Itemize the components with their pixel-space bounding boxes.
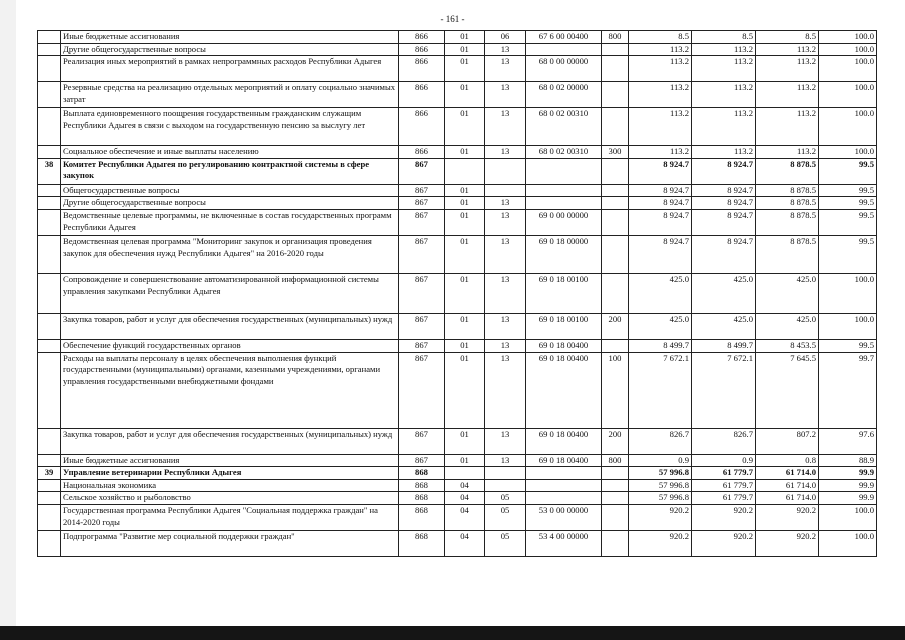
row-ved-code: 867 — [399, 209, 445, 235]
row-value-2: 7 672.1 — [692, 352, 756, 428]
row-ved-code: 866 — [399, 31, 445, 44]
row-percent: 99.5 — [819, 197, 877, 210]
table-row — [38, 146, 877, 159]
row-number — [38, 146, 61, 159]
row-ved-code: 868 — [399, 492, 445, 505]
row-section-code: 01 — [445, 273, 485, 313]
row-name: Выплата единовременного поощрения государственным гражданским служащим Республики Адыгея в связи с выходом на государственную пенсию за выслугу лет — [61, 108, 399, 146]
row-value-3: 8 878.5 — [756, 197, 819, 210]
row-expense-type — [602, 82, 629, 108]
row-section-code: 01 — [445, 209, 485, 235]
row-subsection-code: 13 — [485, 146, 526, 159]
row-expense-type — [602, 467, 629, 480]
row-percent: 100.0 — [819, 313, 877, 339]
row-value-2: 8 924.7 — [692, 197, 756, 210]
row-value-1: 425.0 — [629, 273, 692, 313]
row-percent: 99.5 — [819, 209, 877, 235]
row-value-2: 8 924.7 — [692, 209, 756, 235]
table-row — [38, 56, 877, 82]
row-name: Закупка товаров, работ и услуг для обеспечения государственных (муниципальных) нужд — [61, 313, 399, 339]
row-name: Общегосударственные вопросы — [61, 184, 399, 197]
row-ved-code: 868 — [399, 530, 445, 556]
row-section-code: 01 — [445, 197, 485, 210]
row-target-article: 69 0 18 00100 — [526, 273, 602, 313]
row-number — [38, 492, 61, 505]
row-name: Закупка товаров, работ и услуг для обеспечения государственных (муниципальных) нужд — [61, 428, 399, 454]
row-target-article — [526, 184, 602, 197]
table-row — [38, 108, 877, 146]
row-value-3: 425.0 — [756, 273, 819, 313]
row-ved-code: 868 — [399, 504, 445, 530]
row-ved-code: 866 — [399, 43, 445, 56]
row-ved-code: 867 — [399, 235, 445, 273]
row-value-2: 8 924.7 — [692, 158, 756, 184]
row-target-article: 68 0 00 00000 — [526, 56, 602, 82]
row-subsection-code — [485, 479, 526, 492]
row-value-1: 113.2 — [629, 108, 692, 146]
row-ved-code: 867 — [399, 273, 445, 313]
row-value-1: 113.2 — [629, 43, 692, 56]
row-subsection-code: 05 — [485, 504, 526, 530]
budget-table — [37, 30, 877, 557]
row-number — [38, 479, 61, 492]
row-value-3: 61 714.0 — [756, 492, 819, 505]
row-percent: 99.5 — [819, 339, 877, 352]
row-name: Другие общегосударственные вопросы — [61, 197, 399, 210]
row-subsection-code: 13 — [485, 197, 526, 210]
row-name: Национальная экономика — [61, 479, 399, 492]
row-name: Обеспечение функций государственных органов — [61, 339, 399, 352]
row-value-1: 0.9 — [629, 454, 692, 467]
row-expense-type: 100 — [602, 352, 629, 428]
row-value-1: 425.0 — [629, 313, 692, 339]
row-subsection-code: 13 — [485, 273, 526, 313]
row-number: 39 — [38, 467, 61, 480]
row-expense-type — [602, 158, 629, 184]
row-subsection-code: 13 — [485, 454, 526, 467]
row-name: Ведомственные целевые программы, не включенные в состав государственных программ Республики Адыгея — [61, 209, 399, 235]
row-ved-code: 867 — [399, 197, 445, 210]
row-percent: 97.6 — [819, 428, 877, 454]
row-target-article — [526, 479, 602, 492]
scan-bottom-bar — [0, 626, 905, 640]
row-number — [38, 273, 61, 313]
row-value-3: 8 878.5 — [756, 184, 819, 197]
row-value-2: 8 499.7 — [692, 339, 756, 352]
row-value-2: 61 779.7 — [692, 479, 756, 492]
row-subsection-code: 05 — [485, 492, 526, 505]
row-value-1: 8 924.7 — [629, 209, 692, 235]
row-expense-type — [602, 235, 629, 273]
row-expense-type — [602, 492, 629, 505]
row-value-2: 113.2 — [692, 146, 756, 159]
row-ved-code: 866 — [399, 146, 445, 159]
row-section-code: 01 — [445, 146, 485, 159]
row-value-1: 57 996.8 — [629, 492, 692, 505]
row-value-3: 61 714.0 — [756, 467, 819, 480]
row-target-article: 69 0 18 00000 — [526, 235, 602, 273]
row-section-code: 01 — [445, 56, 485, 82]
row-value-3: 8 878.5 — [756, 209, 819, 235]
row-value-2: 0.9 — [692, 454, 756, 467]
row-section-code: 04 — [445, 530, 485, 556]
row-number — [38, 352, 61, 428]
row-section-code: 01 — [445, 454, 485, 467]
row-percent: 100.0 — [819, 31, 877, 44]
table-row — [38, 82, 877, 108]
row-target-article: 68 0 02 00310 — [526, 108, 602, 146]
row-number — [38, 504, 61, 530]
row-expense-type — [602, 108, 629, 146]
row-value-2: 8 924.7 — [692, 235, 756, 273]
table-row — [38, 467, 877, 480]
row-section-code — [445, 467, 485, 480]
row-value-3: 61 714.0 — [756, 479, 819, 492]
row-target-article: 69 0 00 00000 — [526, 209, 602, 235]
row-ved-code: 868 — [399, 479, 445, 492]
row-subsection-code: 13 — [485, 43, 526, 56]
table-row — [38, 158, 877, 184]
row-percent: 99.9 — [819, 467, 877, 480]
row-percent: 100.0 — [819, 530, 877, 556]
row-name: Государственная программа Республики Адыгея "Социальная поддержка граждан" на 2014-2020 годы — [61, 504, 399, 530]
row-number — [38, 530, 61, 556]
row-number — [38, 31, 61, 44]
row-target-article: 69 0 18 00400 — [526, 352, 602, 428]
row-expense-type — [602, 197, 629, 210]
row-target-article: 68 0 02 00310 — [526, 146, 602, 159]
row-expense-type — [602, 339, 629, 352]
row-subsection-code — [485, 467, 526, 480]
row-name: Иные бюджетные ассигнования — [61, 31, 399, 44]
row-value-1: 113.2 — [629, 82, 692, 108]
row-percent: 100.0 — [819, 146, 877, 159]
row-value-3: 113.2 — [756, 82, 819, 108]
row-number — [38, 454, 61, 467]
row-ved-code: 867 — [399, 339, 445, 352]
row-value-1: 826.7 — [629, 428, 692, 454]
row-ved-code: 867 — [399, 352, 445, 428]
table-row — [38, 492, 877, 505]
table-row — [38, 209, 877, 235]
row-expense-type: 800 — [602, 454, 629, 467]
row-ved-code: 868 — [399, 467, 445, 480]
row-target-article: 53 4 00 00000 — [526, 530, 602, 556]
row-expense-type: 300 — [602, 146, 629, 159]
row-number — [38, 209, 61, 235]
row-name: Комитет Республики Адыгея по регулированию контрактной системы в сфере закупок — [61, 158, 399, 184]
row-target-article — [526, 43, 602, 56]
row-target-article — [526, 197, 602, 210]
row-value-1: 8 499.7 — [629, 339, 692, 352]
row-subsection-code: 13 — [485, 428, 526, 454]
row-section-code: 01 — [445, 428, 485, 454]
row-expense-type — [602, 479, 629, 492]
row-name: Другие общегосударственные вопросы — [61, 43, 399, 56]
row-name: Реализация иных мероприятий в рамках непрограммных расходов Республики Адыгея — [61, 56, 399, 82]
row-percent: 99.7 — [819, 352, 877, 428]
row-ved-code: 867 — [399, 313, 445, 339]
row-target-article — [526, 467, 602, 480]
row-value-1: 920.2 — [629, 504, 692, 530]
row-section-code: 01 — [445, 352, 485, 428]
row-subsection-code: 13 — [485, 352, 526, 428]
row-number — [38, 43, 61, 56]
row-percent: 99.9 — [819, 479, 877, 492]
row-subsection-code — [485, 184, 526, 197]
table-row — [38, 352, 877, 428]
row-expense-type — [602, 530, 629, 556]
table-row — [38, 313, 877, 339]
row-name: Иные бюджетные ассигнования — [61, 454, 399, 467]
row-value-2: 113.2 — [692, 56, 756, 82]
row-value-2: 8.5 — [692, 31, 756, 44]
row-subsection-code — [485, 158, 526, 184]
row-section-code: 01 — [445, 235, 485, 273]
row-value-2: 8 924.7 — [692, 184, 756, 197]
row-subsection-code: 13 — [485, 108, 526, 146]
row-ved-code: 866 — [399, 108, 445, 146]
table-row — [38, 31, 877, 44]
row-percent: 88.9 — [819, 454, 877, 467]
row-subsection-code: 13 — [485, 235, 526, 273]
row-number — [38, 56, 61, 82]
row-expense-type — [602, 504, 629, 530]
row-name: Социальное обеспечение и иные выплаты населению — [61, 146, 399, 159]
row-expense-type — [602, 209, 629, 235]
row-number — [38, 197, 61, 210]
row-value-2: 113.2 — [692, 108, 756, 146]
row-expense-type: 800 — [602, 31, 629, 44]
row-value-3: 920.2 — [756, 530, 819, 556]
row-expense-type — [602, 56, 629, 82]
row-value-1: 8 924.7 — [629, 184, 692, 197]
row-percent: 100.0 — [819, 504, 877, 530]
row-target-article: 67 6 00 00400 — [526, 31, 602, 44]
scan-left-edge — [0, 0, 16, 640]
table-row — [38, 184, 877, 197]
row-expense-type — [602, 273, 629, 313]
table-row — [38, 428, 877, 454]
row-name: Сопровождение и совершенствование автоматизированной информационной системы управления закупками Республики Адыгея — [61, 273, 399, 313]
row-target-article: 69 0 18 00100 — [526, 313, 602, 339]
row-value-3: 8.5 — [756, 31, 819, 44]
row-value-3: 920.2 — [756, 504, 819, 530]
row-name: Резервные средства на реализацию отдельных мероприятий и оплату социально значимых затрат — [61, 82, 399, 108]
table-row — [38, 530, 877, 556]
row-value-3: 113.2 — [756, 146, 819, 159]
row-number — [38, 108, 61, 146]
row-section-code: 01 — [445, 82, 485, 108]
row-percent: 100.0 — [819, 82, 877, 108]
row-section-code — [445, 158, 485, 184]
row-subsection-code: 13 — [485, 339, 526, 352]
table-row — [38, 235, 877, 273]
row-value-1: 8 924.7 — [629, 197, 692, 210]
row-value-3: 807.2 — [756, 428, 819, 454]
row-value-1: 57 996.8 — [629, 479, 692, 492]
row-value-3: 8 453.5 — [756, 339, 819, 352]
row-name: Подпрограмма "Развитие мер социальной поддержки граждан" — [61, 530, 399, 556]
table-row — [38, 479, 877, 492]
row-value-2: 61 779.7 — [692, 467, 756, 480]
row-value-3: 7 645.5 — [756, 352, 819, 428]
row-value-1: 57 996.8 — [629, 467, 692, 480]
row-value-3: 113.2 — [756, 108, 819, 146]
row-percent: 99.5 — [819, 158, 877, 184]
page-number: - 161 - — [440, 14, 465, 24]
row-target-article: 68 0 02 00000 — [526, 82, 602, 108]
row-expense-type: 200 — [602, 428, 629, 454]
row-name: Расходы на выплаты персоналу в целях обеспечения выполнения функций государственными (муниципальными) органами, казенными учреждениями, органами управления государственными внебюджетными фондами — [61, 352, 399, 428]
row-name: Сельское хозяйство и рыболовство — [61, 492, 399, 505]
row-name: Управление ветеринарии Республики Адыгея — [61, 467, 399, 480]
row-number — [38, 82, 61, 108]
row-expense-type: 200 — [602, 313, 629, 339]
row-value-2: 920.2 — [692, 530, 756, 556]
row-section-code: 01 — [445, 108, 485, 146]
row-number — [38, 235, 61, 273]
row-ved-code: 866 — [399, 56, 445, 82]
table-row — [38, 504, 877, 530]
row-percent: 100.0 — [819, 108, 877, 146]
table-row — [38, 454, 877, 467]
row-value-2: 113.2 — [692, 43, 756, 56]
row-number — [38, 184, 61, 197]
row-section-code: 01 — [445, 339, 485, 352]
row-value-1: 8 924.7 — [629, 235, 692, 273]
table-row — [38, 339, 877, 352]
row-subsection-code: 06 — [485, 31, 526, 44]
row-section-code: 01 — [445, 43, 485, 56]
row-value-2: 425.0 — [692, 273, 756, 313]
table-row — [38, 197, 877, 210]
row-percent: 99.9 — [819, 492, 877, 505]
row-target-article: 69 0 18 00400 — [526, 339, 602, 352]
row-target-article — [526, 158, 602, 184]
row-section-code: 04 — [445, 504, 485, 530]
row-subsection-code: 13 — [485, 313, 526, 339]
table-row — [38, 43, 877, 56]
row-value-3: 8 878.5 — [756, 158, 819, 184]
row-number — [38, 428, 61, 454]
row-subsection-code: 05 — [485, 530, 526, 556]
row-value-1: 8.5 — [629, 31, 692, 44]
row-value-1: 113.2 — [629, 146, 692, 159]
row-value-3: 8 878.5 — [756, 235, 819, 273]
row-value-2: 113.2 — [692, 82, 756, 108]
row-value-2: 826.7 — [692, 428, 756, 454]
row-number — [38, 339, 61, 352]
row-value-3: 0.8 — [756, 454, 819, 467]
row-subsection-code: 13 — [485, 209, 526, 235]
row-percent: 99.5 — [819, 235, 877, 273]
row-expense-type — [602, 184, 629, 197]
row-ved-code: 867 — [399, 158, 445, 184]
row-percent: 99.5 — [819, 184, 877, 197]
row-ved-code: 867 — [399, 184, 445, 197]
row-target-article: 53 0 00 00000 — [526, 504, 602, 530]
row-ved-code: 867 — [399, 428, 445, 454]
row-value-3: 113.2 — [756, 56, 819, 82]
row-target-article: 69 0 18 00400 — [526, 428, 602, 454]
row-percent: 100.0 — [819, 273, 877, 313]
row-number: 38 — [38, 158, 61, 184]
row-value-2: 61 779.7 — [692, 492, 756, 505]
row-section-code: 04 — [445, 479, 485, 492]
row-expense-type — [602, 43, 629, 56]
row-subsection-code: 13 — [485, 56, 526, 82]
row-section-code: 04 — [445, 492, 485, 505]
row-value-1: 8 924.7 — [629, 158, 692, 184]
row-value-2: 425.0 — [692, 313, 756, 339]
row-percent: 100.0 — [819, 56, 877, 82]
row-ved-code: 867 — [399, 454, 445, 467]
row-value-3: 113.2 — [756, 43, 819, 56]
row-number — [38, 313, 61, 339]
row-section-code: 01 — [445, 184, 485, 197]
row-target-article: 69 0 18 00400 — [526, 454, 602, 467]
row-value-3: 425.0 — [756, 313, 819, 339]
row-section-code: 01 — [445, 313, 485, 339]
row-value-1: 920.2 — [629, 530, 692, 556]
row-section-code: 01 — [445, 31, 485, 44]
table-row — [38, 273, 877, 313]
row-value-1: 113.2 — [629, 56, 692, 82]
row-percent: 100.0 — [819, 43, 877, 56]
row-name: Ведомственная целевая программа "Мониторинг закупок и организация проведения закупок для обеспечения нужд Республики Адыгея" на 2016-2020 годы — [61, 235, 399, 273]
row-ved-code: 866 — [399, 82, 445, 108]
row-value-2: 920.2 — [692, 504, 756, 530]
row-subsection-code: 13 — [485, 82, 526, 108]
row-target-article — [526, 492, 602, 505]
row-value-1: 7 672.1 — [629, 352, 692, 428]
